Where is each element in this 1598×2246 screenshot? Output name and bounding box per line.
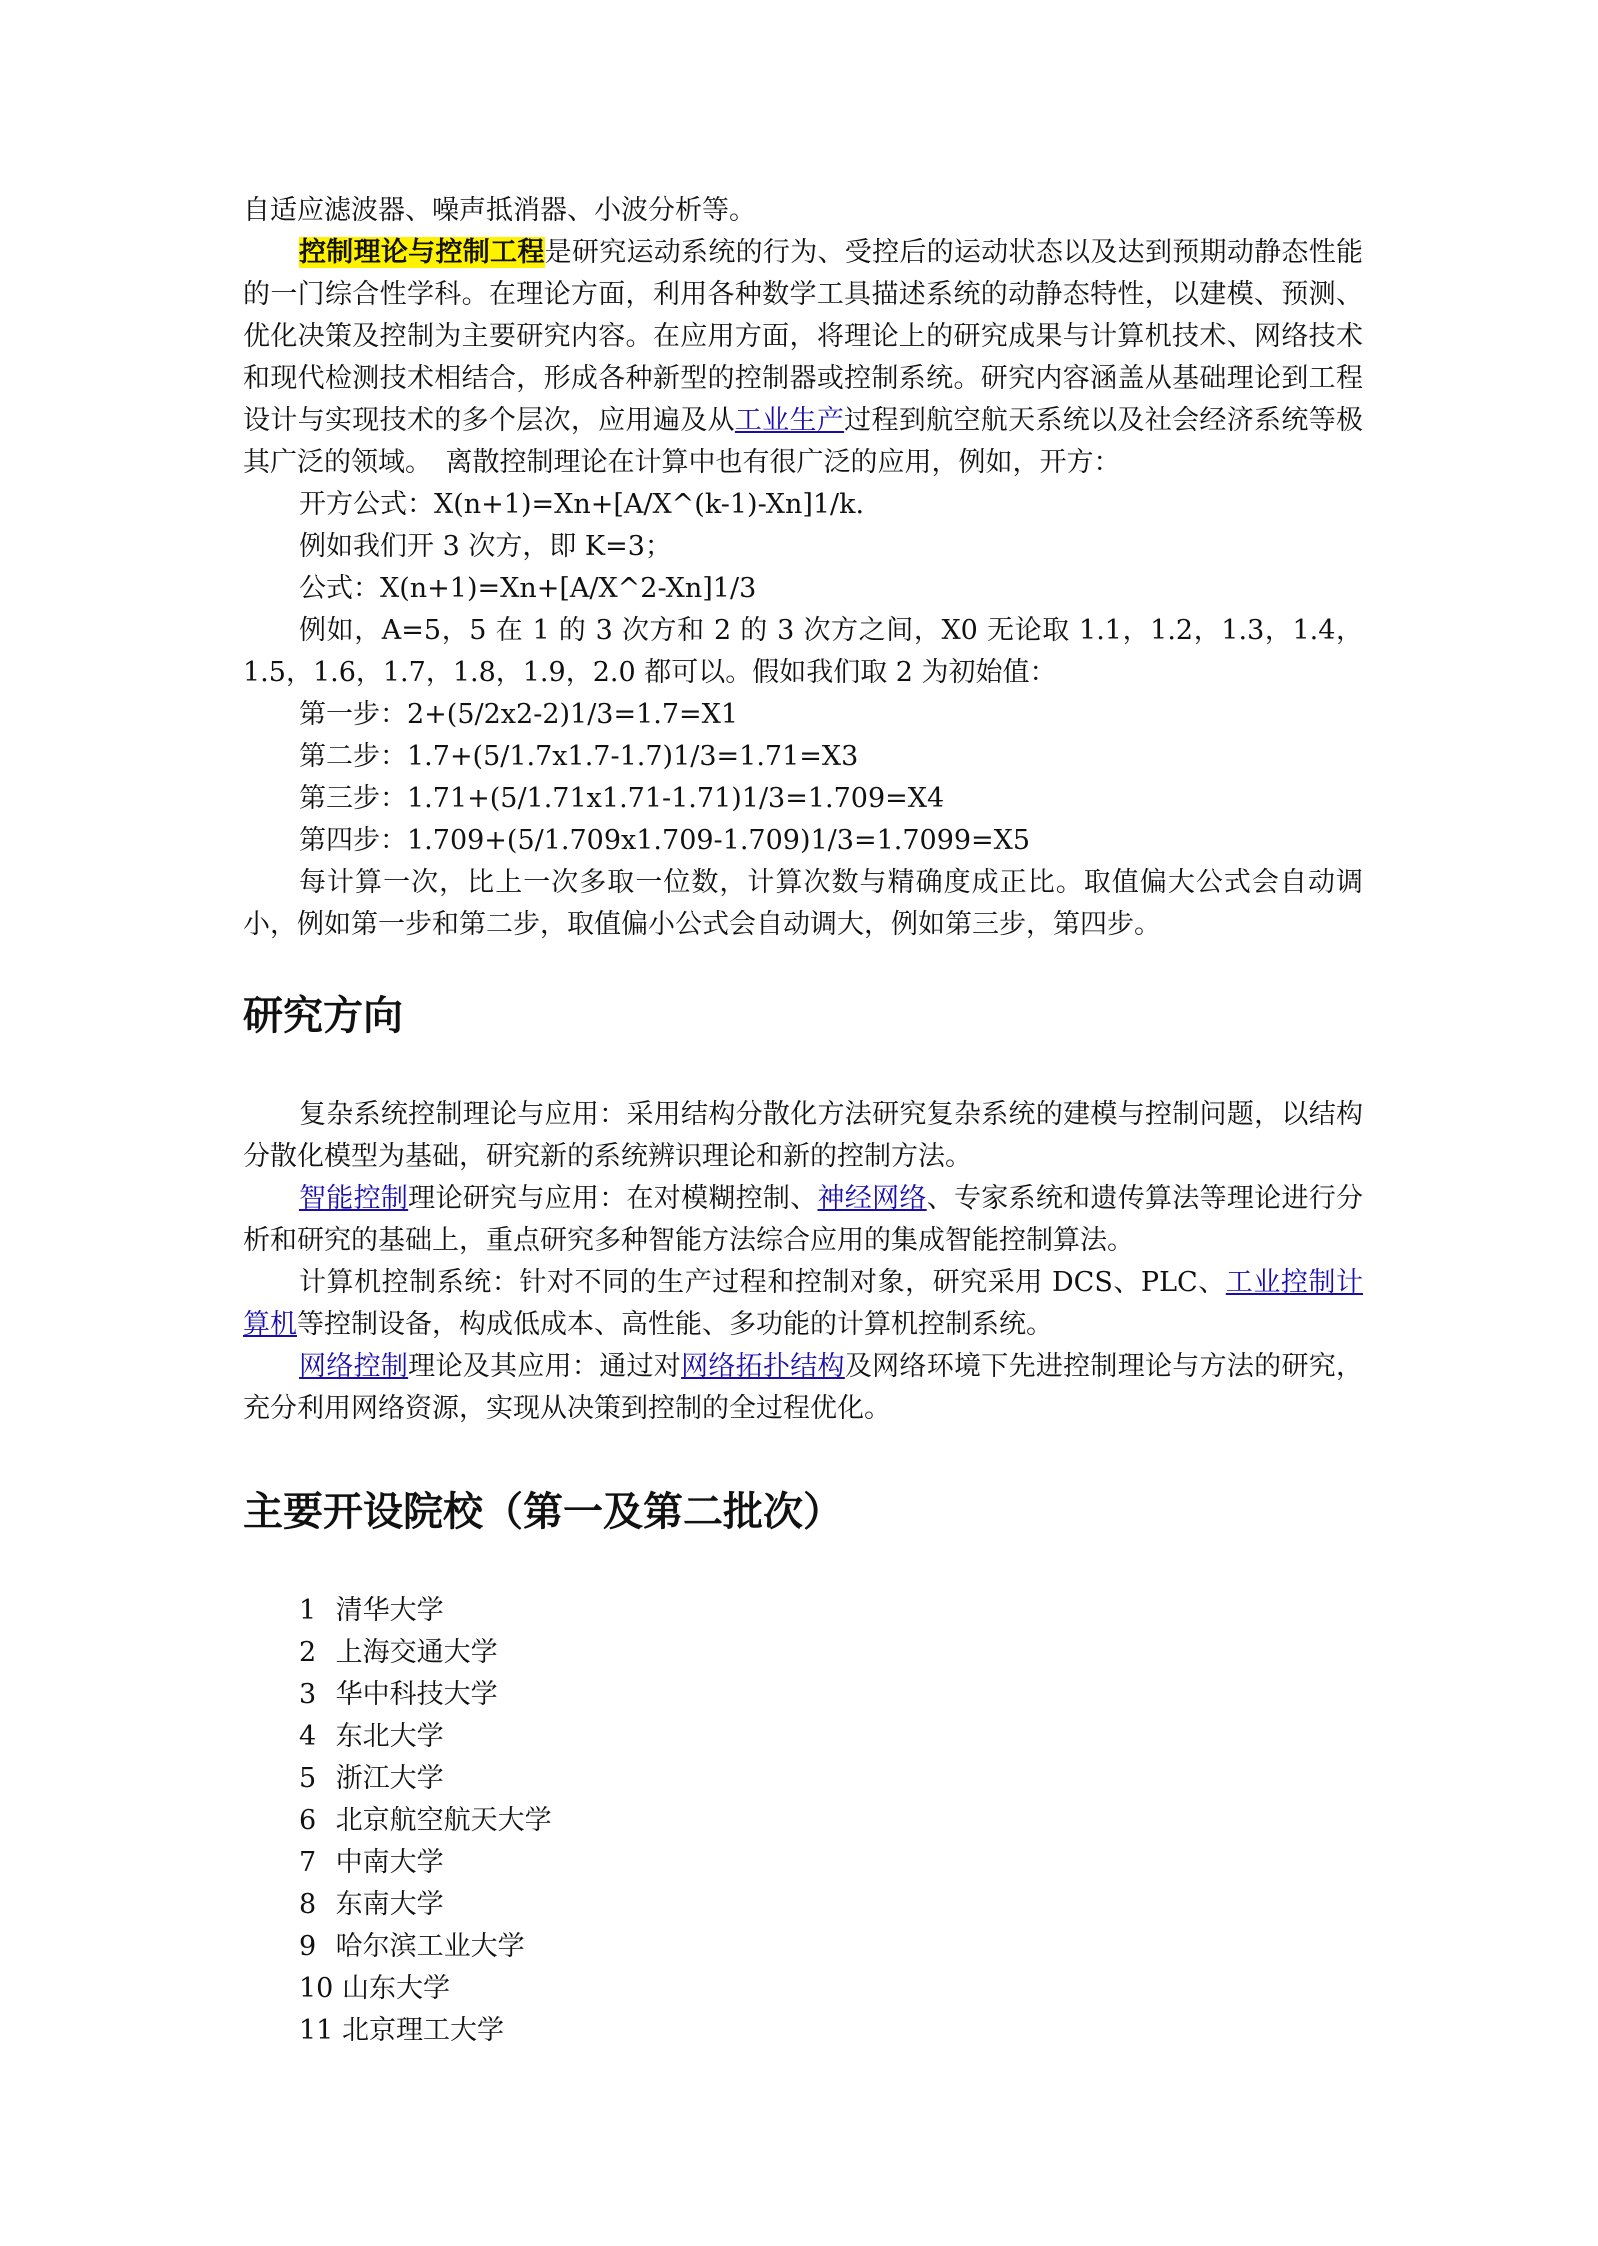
research-intelligent-control: 智能控制理论研究与应用：在对模糊控制、神经网络、专家系统和遗传算法等理论进行分析和研究的基础上，重点研究多种智能方法综合应用的集成智能控制算法。 — [243, 1183, 1364, 1256]
school-item: 5 浙江大学 — [299, 1763, 444, 1794]
step-4: 第四步：1.709+(5/1.709x1.709-1.709)1/3=1.7099=X5 — [299, 825, 1031, 856]
school-item: 8 东南大学 — [299, 1889, 444, 1920]
school-item: 11 北京理工大学 — [299, 2015, 504, 2046]
example-a: 例如，A=5，5 在 1 的 3 次方和 2 的 3 次方之间，X0 无论取 1.1，1.2，1.3，1.4，1.5，1.6，1.7，1.8，1.9，2.0 都可以。假如我们取 2 为初始值： — [243, 615, 1363, 688]
research-heading: 研究方向 — [243, 993, 403, 1039]
research-computer-control: 计算机控制系统：针对不同的生产过程和控制对象，研究采用 DCS、PLC、工业控制计算机等控制设备，构成低成本、高性能、多功能的计算机控制系统。 — [243, 1267, 1364, 1340]
school-item: 1 清华大学 — [299, 1595, 444, 1626]
research-complex-systems: 复杂系统控制理论与应用：采用结构分散化方法研究复杂系统的建模与控制问题，以结构分散化模型为基础，研究新的系统辨识理论和新的控制方法。 — [243, 1099, 1363, 1172]
research-network-control: 网络控制理论及其应用：通过对网络拓扑结构及网络环境下先进控制理论与方法的研究，充分利用网络资源，实现从决策到控制的全过程优化。 — [243, 1351, 1364, 1424]
step-3: 第三步：1.71+(5/1.71x1.71-1.71)1/3=1.709=X4 — [299, 783, 945, 814]
document-body — [243, 190, 1363, 2052]
school-item: 9 哈尔滨工业大学 — [299, 1931, 525, 1962]
definition-paragraph — [243, 232, 1363, 484]
link-industrial-production[interactable]: 工业生产 — [734, 405, 845, 436]
school-item: 10 山东大学 — [299, 1973, 450, 2004]
link-network-control[interactable]: 网络控制 — [299, 1351, 409, 1382]
formula-cube: 公式：X(n+1)=Xn+[A/X^2-Xn]1/3 — [299, 573, 757, 604]
step-2: 第二步：1.7+(5/1.7x1.7-1.7)1/3=1.71=X3 — [299, 741, 859, 772]
school-item: 6 北京航空航天大学 — [299, 1805, 552, 1836]
school-item: 4 东北大学 — [299, 1721, 444, 1752]
intro-continuation: 自适应滤波器、噪声抵消器、小波分析等。 — [243, 195, 756, 226]
schools-heading: 主要开设院校（第一及第二批次） — [243, 1489, 843, 1535]
school-item: 2 上海交通大学 — [299, 1637, 498, 1668]
link-intelligent-control[interactable]: 智能控制 — [299, 1183, 409, 1214]
school-list — [243, 1590, 1363, 2052]
link-neural-network[interactable]: 神经网络 — [817, 1183, 927, 1214]
highlighted-term: 控制理论与控制工程 — [299, 237, 545, 268]
formula-root: 开方公式：X(n+1)=Xn+[A/X^(k-1)-Xn]1/k. — [299, 489, 865, 520]
summary-paragraph: 每计算一次，比上一次多取一位数，计算次数与精确度成正比。取值偏大公式会自动调小，例如第一步和第二步，取值偏小公式会自动调大，例如第三步，第四步。 — [243, 867, 1363, 940]
school-item: 7 中南大学 — [299, 1847, 444, 1878]
example-k: 例如我们开 3 次方，即 K=3； — [299, 531, 672, 562]
step-1: 第一步：2+(5/2x2-2)1/3=1.7=X1 — [299, 699, 739, 730]
definition-text-b: 过程到航空航天系统以及社会经济系统等极其广泛的领域。 离散控制理论在计算中也有很广泛的应用，例如，开方： — [243, 405, 1364, 478]
definition-text-a: 是研究运动系统的行为、受控后的运动状态以及达到预期动静态性能的一门综合性学科。在理论方面，利用各种数学工具描述系统的动静态特性，以建模、预测、优化决策及控制为主要研究内容。在应用方面，将理论上的研究成果与计算机技术、网络技术和现代检测技术相结合，形成各种新型的控制器或控制系统。研究内容涵盖从基础理论到工程设计与实现技术的多个层次，应用遍及从 — [243, 237, 1364, 436]
school-item: 3 华中科技大学 — [299, 1679, 498, 1710]
link-industrial-control-computer[interactable]: 工业控制计算机 — [243, 1267, 1364, 1340]
link-network-topology[interactable]: 网络拓扑结构 — [681, 1351, 845, 1382]
